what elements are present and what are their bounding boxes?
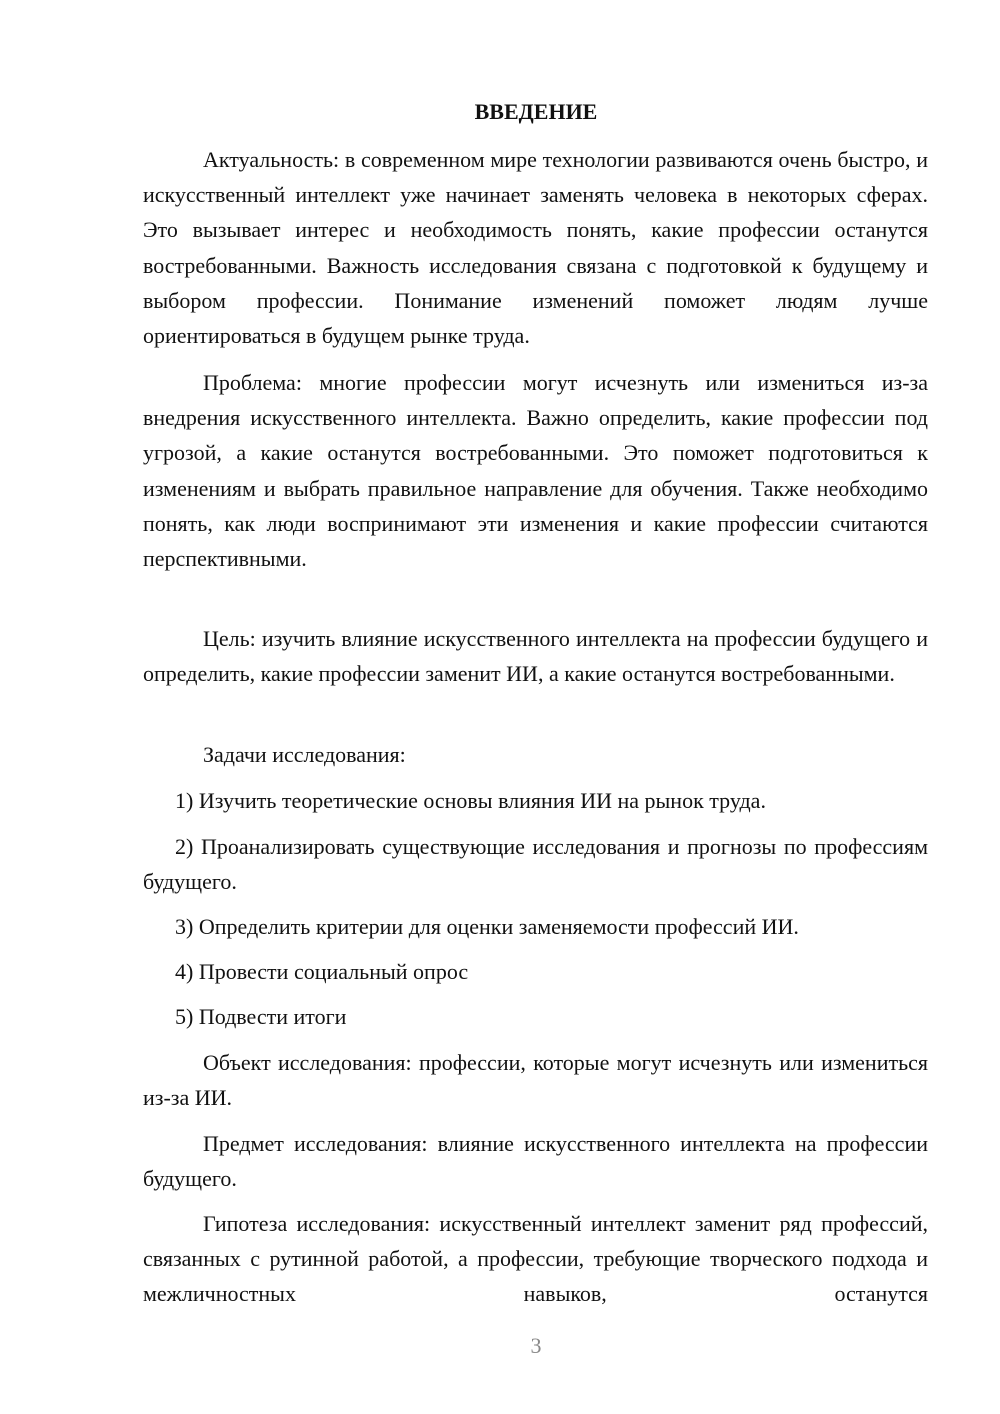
task-item-3: 3) Определить критерии для оценки заменяемости профессий ИИ. <box>175 914 799 939</box>
paragraph-object: Объект исследования: профессии, которые могут исчезнуть или измениться из-за ИИ. <box>143 1050 928 1111</box>
task-item-4: 4) Провести социальный опрос <box>175 959 469 984</box>
paragraph-relevance: Актуальность: в современном мире технологии развиваются очень быстро, и искусственный интеллект уже начинает заменять человека в некоторых сферах. Это вызывает интерес и необходимость понять, какие профессии останутся востребованными. Важность исследования связана с подготовкой к будущему и выбором профессии. Понимание изменений поможет людям лучше ориентироваться в будущем рынке труда. <box>143 147 928 349</box>
paragraph-subject: Предмет исследования: влияние искусственного интеллекта на профессии будущего. <box>143 1131 928 1192</box>
page-heading: ВВЕДЕНИЕ <box>474 99 598 124</box>
paragraph-goal: Цель: изучить влияние искусственного интеллекта на профессии будущего и определить, какие профессии заменит ИИ, а какие останутся востребованными. <box>143 626 928 687</box>
paragraph-problem: Проблема: многие профессии могут исчезнуть или измениться из-за внедрения искусственного интеллекта. Важно определить, какие профессии под угрозой, а какие останутся востребованными. Это поможет подготовиться к изменениям и выбрать правильное направление для обучения. Также необходимо понять, как люди воспринимают эти изменения и какие профессии считаются перспективными. <box>143 370 928 572</box>
page-number: 3 <box>530 1333 542 1358</box>
task-item-1: 1) Изучить теоретические основы влияния ИИ на рынок труда. <box>175 788 766 813</box>
task-item-2: 2) Проанализировать существующие исследования и прогнозы по профессиям будущего. <box>143 834 928 895</box>
task-item-5: 5) Подвести итоги <box>175 1004 347 1029</box>
tasks-title: Задачи исследования: <box>203 742 406 767</box>
paragraph-hypothesis: Гипотеза исследования: искусственный интеллект заменит ряд профессий, связанных с рутинной работой, а профессии, требующие творческого подхода и межличностных навыков, останутся <box>143 1211 928 1307</box>
